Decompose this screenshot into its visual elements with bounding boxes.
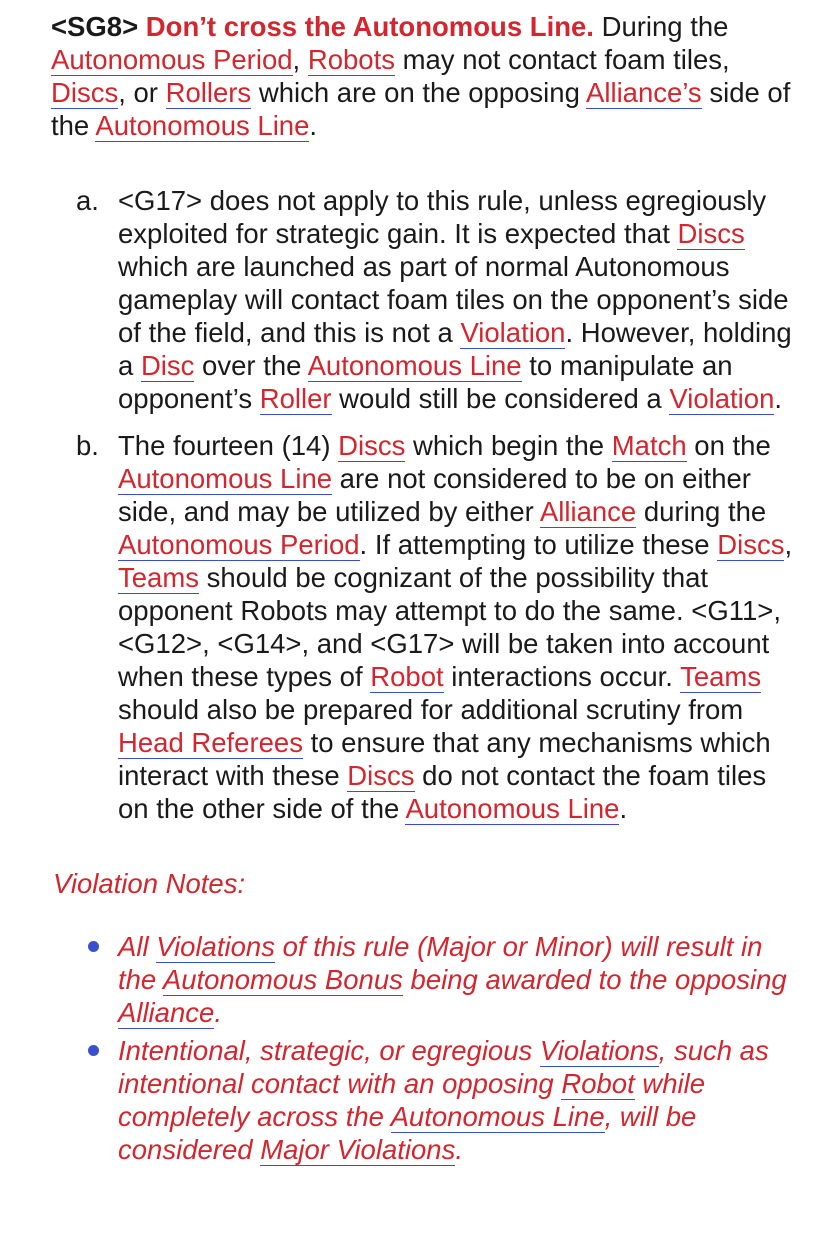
note-text: Intentional, strategic, or egregious: [118, 1035, 540, 1066]
sub-rule-text: during the: [636, 496, 767, 527]
link-teams[interactable]: Teams: [118, 562, 199, 593]
link-discs[interactable]: Discs: [51, 77, 119, 108]
violation-notes-heading: Violation Notes:: [53, 868, 246, 899]
rule-id: <SG8>: [51, 11, 139, 42]
link-autonomous-line[interactable]: Autonomous Line: [307, 350, 522, 381]
note-text: being awarded to the opposing: [402, 964, 787, 995]
sub-rule-text: would still be considered a: [331, 383, 670, 414]
sub-rule-text: should also be prepared for additional scrutiny from: [118, 694, 744, 725]
link-head-referees[interactable]: Head Referees: [118, 727, 303, 758]
link-robot[interactable]: Robot: [561, 1068, 635, 1099]
link-teams[interactable]: Teams: [680, 661, 762, 692]
note-text: while completely across the: [118, 1068, 706, 1132]
rule-text: ,: [292, 44, 308, 75]
link-disc[interactable]: Disc: [140, 350, 195, 381]
link-roller[interactable]: Roller: [259, 383, 332, 414]
note-text: of this rule (Major or Minor) will result in the: [118, 931, 763, 995]
sub-rule-text: to manipulate an opponent’s: [118, 350, 733, 414]
sub-rule-text: ,: [784, 529, 793, 560]
rule-intro: [51, 10, 798, 142]
link-alliances[interactable]: Alliance’s: [586, 77, 702, 108]
note-text: , will be considered: [118, 1101, 697, 1165]
link-robot[interactable]: Robot: [370, 661, 444, 692]
link-alliance[interactable]: Alliance: [539, 496, 637, 527]
link-violation[interactable]: Violation: [669, 383, 775, 414]
rule-text: may not contact foam tiles,: [394, 44, 730, 75]
link-autonomous-line[interactable]: Autonomous Line: [118, 463, 333, 494]
link-autonomous-bonus[interactable]: Autonomous Bonus: [162, 964, 403, 995]
note-text: .: [214, 997, 222, 1028]
note-text: All: [118, 931, 157, 962]
sub-rule-text: The fourteen (14): [118, 430, 339, 461]
link-violations[interactable]: Violations: [539, 1035, 659, 1066]
sub-rule-a: [51, 184, 798, 415]
link-discs[interactable]: Discs: [338, 430, 406, 461]
sub-rule-text: . However, holding a: [118, 317, 792, 381]
violation-note: [51, 930, 798, 1029]
sub-rule-text: .: [774, 383, 783, 414]
rule-text: .: [309, 110, 318, 141]
link-alliance[interactable]: Alliance: [118, 997, 215, 1028]
rule-title: Don’t cross the Autonomous Line.: [145, 11, 594, 42]
sub-rule-text: are not considered to be on either side, and may be utilized by either: [118, 463, 751, 527]
link-autonomous-line[interactable]: Autonomous Line: [95, 110, 310, 141]
link-match[interactable]: Match: [611, 430, 687, 461]
sub-rule-text: to ensure that any mechanisms which interact with these: [118, 727, 771, 791]
sub-rule-text: over the: [194, 350, 308, 381]
sub-rule-list: [51, 184, 798, 825]
link-autonomous-period[interactable]: Autonomous Period: [118, 529, 360, 560]
link-violation[interactable]: Violation: [460, 317, 566, 348]
link-discs[interactable]: Discs: [717, 529, 785, 560]
link-autonomous-period[interactable]: Autonomous Period: [51, 44, 293, 75]
rule-text: , or: [118, 77, 166, 108]
sub-rule-text: . If attempting to utilize these: [359, 529, 718, 560]
link-autonomous-line[interactable]: Autonomous Line: [405, 793, 620, 824]
sub-rule-text: interactions occur.: [443, 661, 681, 692]
sub-rule-text: which are launched as part of normal Autonomous gameplay will contact foam tiles on the opponent’s side of the field, and this is not a: [118, 251, 789, 348]
sub-rule-marker: a.: [76, 185, 99, 216]
rule-text: side of the: [51, 77, 791, 141]
sub-rule-text: which begin the: [405, 430, 612, 461]
sub-rule-text: <G17> does not apply to this rule, unless egregiously exploited for strategic gain. It is expected that: [118, 185, 767, 249]
sub-rule-marker: b.: [76, 430, 99, 461]
link-rollers[interactable]: Rollers: [165, 77, 252, 108]
link-autonomous-line[interactable]: Autonomous Line: [390, 1101, 605, 1132]
sub-rule-b: [51, 429, 798, 825]
rule-text: which are on the opposing: [251, 77, 587, 108]
link-discs[interactable]: Discs: [347, 760, 415, 791]
sub-rule-text: .: [619, 793, 628, 824]
link-major-violations[interactable]: Major Violations: [260, 1134, 456, 1165]
bullet-icon: [88, 1045, 99, 1056]
rule-text: During the: [593, 11, 729, 42]
note-text: , such as intentional contact with an opposing: [118, 1035, 769, 1099]
violation-notes-list: [51, 930, 798, 1166]
sub-rule-text: do not contact the foam tiles on the other side of the: [118, 760, 767, 824]
link-robots[interactable]: Robots: [307, 44, 395, 75]
link-discs[interactable]: Discs: [677, 218, 745, 249]
violation-note: [51, 1034, 798, 1166]
sub-rule-text: on the: [686, 430, 771, 461]
note-text: .: [455, 1134, 463, 1165]
bullet-icon: [88, 941, 99, 952]
sub-rule-text: should be cognizant of the possibility that opponent Robots may attempt to do the same. <G11>, <G12>, <G14>, and <G17> will be taken into account when these types of: [118, 562, 781, 692]
link-violations[interactable]: Violations: [156, 931, 275, 962]
